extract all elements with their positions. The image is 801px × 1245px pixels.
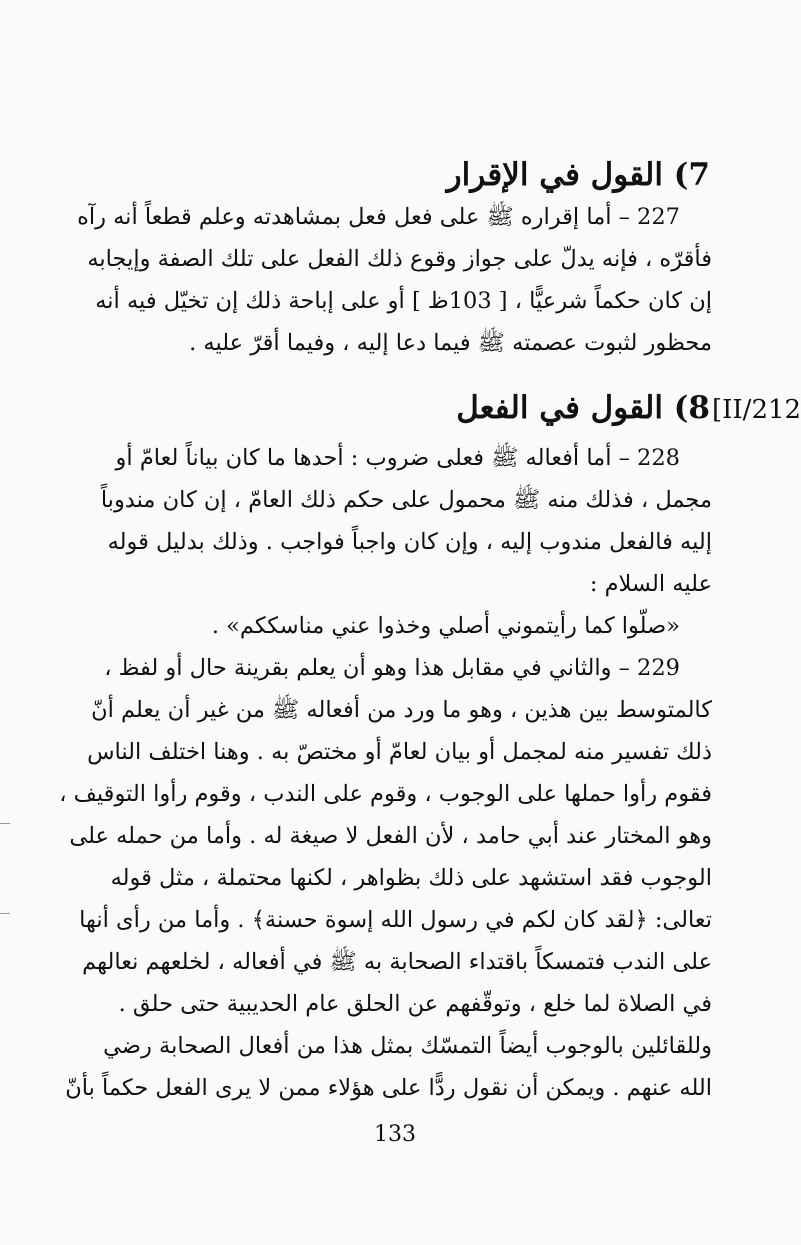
section-heading-iqrar: 7) القول في الإقرار xyxy=(446,157,710,193)
text-line: فأقرّه ، فإنه يدلّ على جواز وقوع ذلك الفعل على تلك الصفة وإيجابه xyxy=(87,246,712,272)
section-heading-fil: 8) القول في الفعل xyxy=(456,390,710,426)
text-line: فقوم رأوا حملها على الوجوب ، وقوم على الندب ، وقوم رأوا التوقيف ، xyxy=(59,781,712,807)
text-line: 227 – أما إقراره ﷺ على فعل فعل بمشاهدته وعلم قطعاً أنه رآه xyxy=(77,204,680,230)
text-line: عليه السلام : xyxy=(589,571,712,597)
text-line: 228 – أما أفعاله ﷺ فعلى ضروب : أحدها ما كان بياناً لعامّ أو xyxy=(115,445,680,471)
text-line: تعالى: ﴿لقد كان لكم في رسول الله إسوة حسنة﴾ . وأما من رأى أنها xyxy=(79,907,712,933)
text-line: محظور لثبوت عصمته ﷺ فيما دعا إليه ، وفيما أقرّ عليه . xyxy=(189,330,712,356)
text-line: 229 – والثاني في مقابل هذا وهو أن يعلم بقرينة حال أو لفظ ، xyxy=(104,655,680,681)
text-line: ذلك تفسير منه لمجمل أو بيان لعامّ أو مختصّ به . وهنا اختلف الناس xyxy=(87,739,712,765)
margin-reference: [II/212 xyxy=(712,395,801,425)
page-number: 133 xyxy=(374,1122,416,1147)
margin-tick xyxy=(0,913,10,914)
text-line: الله عنهم . ويمكن أن نقول ردًّا على هؤلاء ممن لا يرى الفعل حكماً بأنّ xyxy=(65,1075,712,1101)
text-line: كالمتوسط بين هذين ، وهو ما ورد من أفعاله ﷺ من غير أن يعلم أنّ xyxy=(91,697,712,723)
text-line: إن كان حكماً شرعيًّا ، [ 103ظ ] أو على إباحة ذلك إن تخيّل فيه أنه xyxy=(95,288,712,314)
text-line: وللقائلين بالوجوب أيضاً التمسّك بمثل هذا من أفعال الصحابة رضي xyxy=(103,1033,712,1059)
text-line: إليه فالفعل مندوب إليه ، وإن كان واجباً فواجب . وذلك بدليل قوله xyxy=(107,529,712,555)
text-line: وهو المختار عند أبي حامد ، لأن الفعل لا صيغة له . وأما من حمله على xyxy=(69,823,712,849)
text-line: على الندب فتمسكاً باقتداء الصحابة به ﷺ في أفعاله ، لخلعهم نعالهم xyxy=(82,949,712,975)
margin-tick xyxy=(0,823,10,824)
hadith-quote: «صلّوا كما رأيتموني أصلي وخذوا عني مناسككم» . xyxy=(211,613,680,639)
text-line: الوجوب فقد استشهد على ذلك بظواهر ، لكنها محتملة ، مثل قوله xyxy=(110,865,712,891)
text-line: في الصلاة لما خلع ، وتوقّفهم عن الحلق عام الحديبية حتى حلق . xyxy=(118,991,712,1017)
text-line: مجمل ، فذلك منه ﷺ محمول على حكم ذلك العامّ ، إن كان مندوباً xyxy=(100,487,712,513)
